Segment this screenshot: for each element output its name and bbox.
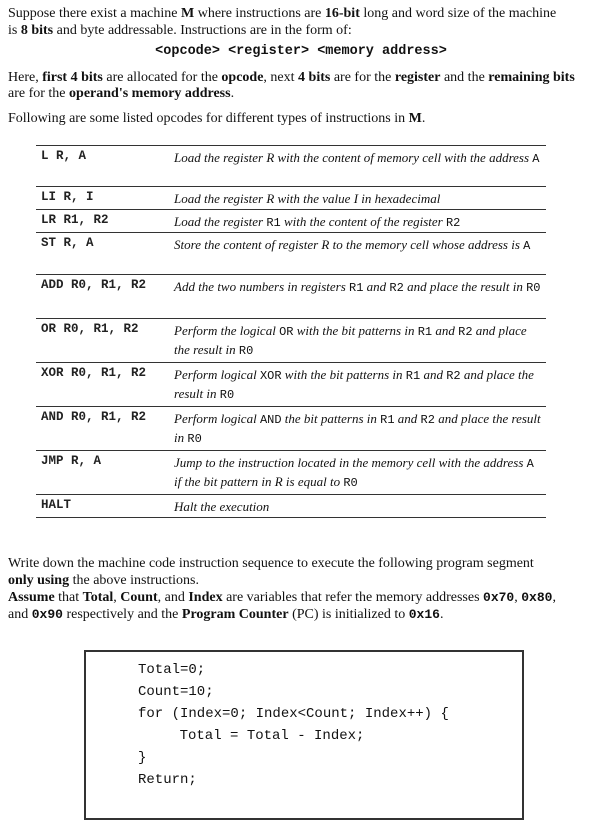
table-row	[36, 275, 546, 319]
opcode-description: Load the register R1 with the content of the register R2	[174, 214, 461, 230]
opcode-description: Load the register R with the content of memory cell with the address A	[174, 150, 540, 166]
table-row	[36, 407, 546, 451]
table-row	[36, 363, 546, 407]
opcode: JMP R, A	[41, 454, 102, 468]
opcode-description: Perform logical AND the bit patterns in R1 and R2 and place the result in R0	[174, 411, 541, 446]
opcode-description: Halt the execution	[174, 499, 270, 514]
task-line-2: only using the above instructions.	[8, 573, 199, 588]
table-row	[36, 210, 546, 233]
table-row	[36, 233, 546, 275]
opcode: LR R1, R2	[41, 213, 109, 227]
opcode-table	[36, 145, 546, 518]
code-line: Count=10;	[138, 684, 214, 700]
opcode: HALT	[41, 498, 72, 512]
opcode: LI R, I	[41, 190, 94, 204]
code-line: }	[138, 750, 147, 766]
task-line-4: and 0x90 respectively and the Program Counter (PC) is initialized to 0x16.	[8, 607, 444, 622]
code-box	[84, 650, 524, 820]
opcode: AND R0, R1, R2	[41, 410, 147, 424]
opcode: ST R, A	[41, 236, 94, 250]
opcode-description: Load the register R with the value I in hexadecimal	[174, 191, 441, 206]
intro-line-2: is 8 bits and byte addressable. Instructions are in the form of:	[8, 23, 352, 38]
table-row	[36, 319, 546, 363]
intro-line-1: Suppose there exist a machine M where instructions are 16-bit long and word size of the machine	[8, 6, 557, 21]
task-line-3: Assume that Total, Count, and Index are variables that refer the memory addresses 0x70, 0x80,	[8, 590, 556, 605]
opcode-description: Perform the logical OR with the bit patterns in R1 and R2 and place the result in R0	[174, 323, 527, 358]
table-row	[36, 451, 546, 495]
code-line: Total = Total - Index;	[146, 728, 365, 744]
table-row	[36, 187, 546, 210]
code-line: Return;	[138, 772, 197, 788]
opcode-description: Add the two numbers in registers R1 and R2 and place the result in R0	[174, 279, 541, 295]
instruction-form: <opcode> <register> <memory address>	[155, 44, 447, 59]
table-row	[36, 146, 546, 187]
allocation-line-1: Here, first 4 bits are allocated for the opcode, next 4 bits are for the register and the remaining bits are for the operand's memory address.	[8, 70, 575, 101]
code-line: for (Index=0; Index<Count; Index++) {	[138, 706, 449, 722]
opcode-description: Perform logical XOR with the bit patterns in R1 and R2 and place the result in R0	[174, 367, 534, 402]
opcode-description: Jump to the instruction located in the memory cell with the address A if the bit pattern in R is equal to R0	[174, 455, 534, 490]
opcode: ADD R0, R1, R2	[41, 278, 147, 292]
opcode-description: Store the content of register R to the memory cell whose address is A	[174, 237, 531, 253]
following-line: Following are some listed opcodes for different types of instructions in M.	[8, 111, 426, 126]
task-line-1: Write down the machine code instruction sequence to execute the following program segment	[8, 556, 534, 571]
opcode: XOR R0, R1, R2	[41, 366, 147, 380]
opcode: OR R0, R1, R2	[41, 322, 139, 336]
table-row	[36, 495, 546, 518]
code-line: Total=0;	[138, 662, 206, 678]
opcode: L R, A	[41, 149, 87, 163]
